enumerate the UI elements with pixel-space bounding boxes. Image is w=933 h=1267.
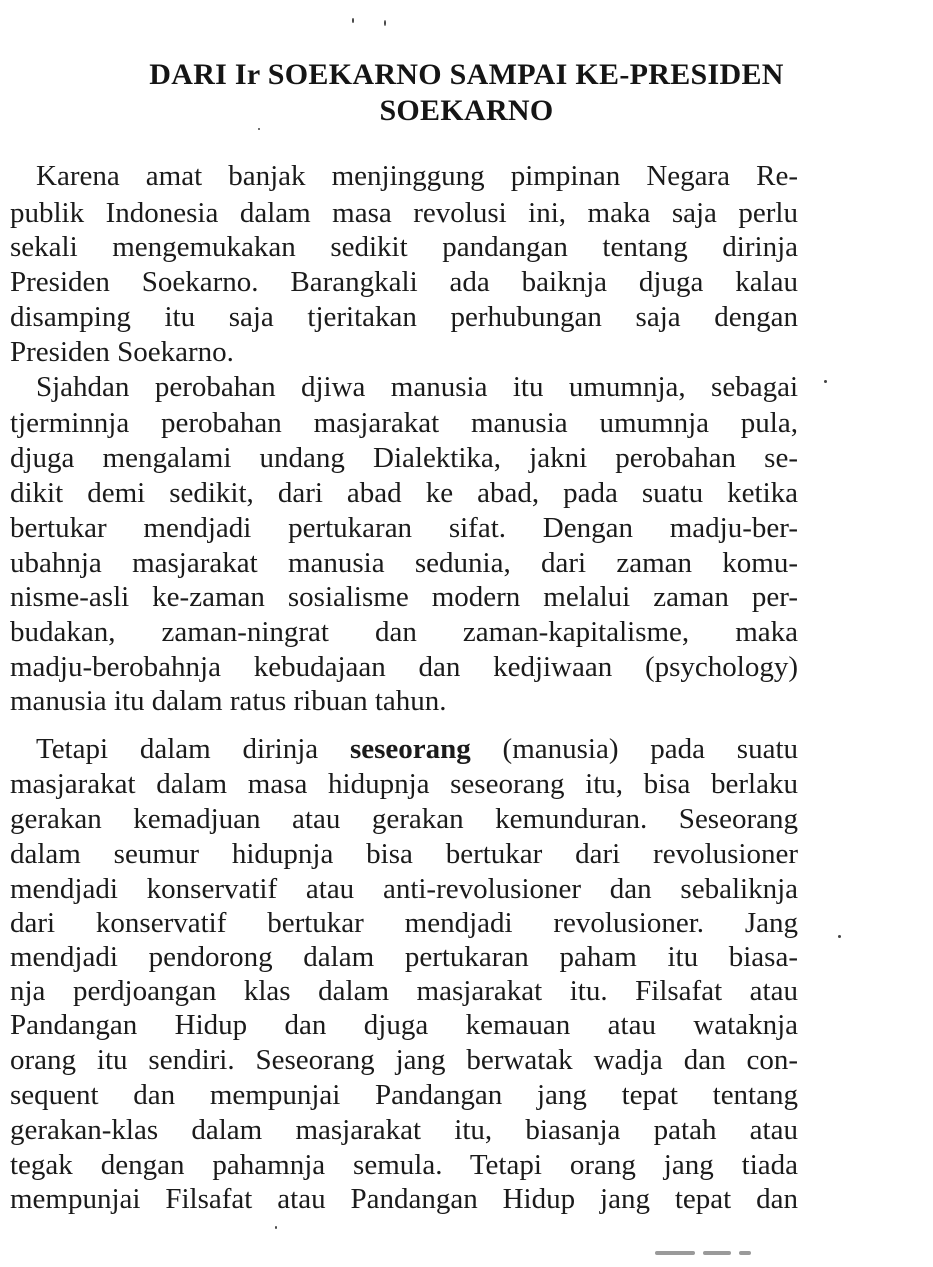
text-line: sequent dan mempunjai Pandangan jang tepat tentang bbox=[10, 1079, 798, 1111]
text-line: budakan, zaman-ningrat dan zaman-kapitalisme, maka bbox=[10, 616, 798, 648]
scan-speck bbox=[824, 380, 827, 383]
scan-speck bbox=[275, 1226, 277, 1229]
text-line: Sjahdan perobahan djiwa manusia itu umumnja, sebagai bbox=[36, 371, 798, 403]
text-line: gerakan-klas dalam masjarakat itu, biasanja patah atau bbox=[10, 1114, 798, 1146]
text-line: madju-berobahnja kebudajaan dan kedjiwaan (psychology) bbox=[10, 651, 798, 683]
text-line: tegak dengan pahamnja semula. Tetapi orang jang tiada bbox=[10, 1149, 798, 1181]
text-line: mendjadi pendorong dalam pertukaran paham itu biasa- bbox=[10, 941, 798, 973]
text-run: (manusia) pada suatu bbox=[502, 733, 799, 765]
text-line: Karena amat banjak menjinggung pimpinan Negara Re- bbox=[36, 160, 798, 192]
text-line: orang itu sendiri. Seseorang jang berwatak wadja dan con- bbox=[10, 1044, 798, 1076]
text-line bbox=[36, 732, 798, 766]
text-line: dari konservatif bertukar mendjadi revolusioner. Jang bbox=[10, 907, 798, 939]
text-line: ubahnja masjarakat manusia sedunia, dari zaman komu- bbox=[10, 547, 798, 579]
text-line: dalam seumur hidupnja bisa bertukar dari revolusioner bbox=[10, 838, 798, 870]
text-line: Pandangan Hidup dan djuga kemauan atau wataknja bbox=[10, 1009, 798, 1041]
text-line: masjarakat dalam masa hidupnja seseorang itu, bisa berlaku bbox=[10, 768, 798, 800]
text-line: Presiden Soekarno. bbox=[10, 336, 234, 368]
text-line: sekali mengemukakan sedikit pandangan tentang dirinja bbox=[10, 231, 798, 263]
text-line: publik Indonesia dalam masa revolusi ini, maka saja perlu bbox=[10, 197, 798, 229]
text-line: nja perdjoangan klas dalam masjarakat itu. Filsafat atau bbox=[10, 975, 798, 1007]
text-line: tjerminnja perobahan masjarakat manusia umumnja pula, bbox=[10, 407, 798, 439]
text-line: disamping itu saja tjeritakan perhubungan saja dengan bbox=[10, 301, 798, 333]
text-line: Presiden Soekarno. Barangkali ada baiknja djuga kalau bbox=[10, 266, 798, 298]
text-line: mendjadi konservatif atau anti-revolusioner dan sebaliknja bbox=[10, 873, 798, 905]
text-line: bertukar mendjadi pertukaran sifat. Dengan madju-ber- bbox=[10, 512, 798, 544]
text-line: mempunjai Filsafat atau Pandangan Hidup jang tepat dan bbox=[10, 1183, 798, 1215]
text-line: djuga mengalami undang Dialektika, jakni perobahan se- bbox=[10, 442, 798, 474]
scan-speck bbox=[838, 935, 841, 938]
text-line: dikit demi sedikit, dari abad ke abad, pada suatu ketika bbox=[10, 477, 798, 509]
page-title-line-2: SOEKARNO bbox=[379, 94, 554, 127]
bold-term: seseorang bbox=[349, 733, 471, 765]
scan-speck bbox=[258, 128, 260, 130]
scan-speck bbox=[384, 20, 386, 26]
text-line: manusia itu dalam ratus ribuan tahun. bbox=[10, 685, 447, 717]
text-line: nisme-asli ke-zaman sosialisme modern melalui zaman per- bbox=[10, 581, 798, 613]
text-run: Tetapi dalam dirinja bbox=[36, 733, 319, 765]
scan-speck bbox=[352, 18, 354, 23]
text-line: gerakan kemadjuan atau gerakan kemunduran. Seseorang bbox=[10, 803, 798, 835]
page-title-line-1: DARI Ir SOEKARNO SAMPAI KE-PRESIDEN bbox=[149, 58, 784, 91]
page-edge-mark bbox=[655, 1244, 795, 1254]
